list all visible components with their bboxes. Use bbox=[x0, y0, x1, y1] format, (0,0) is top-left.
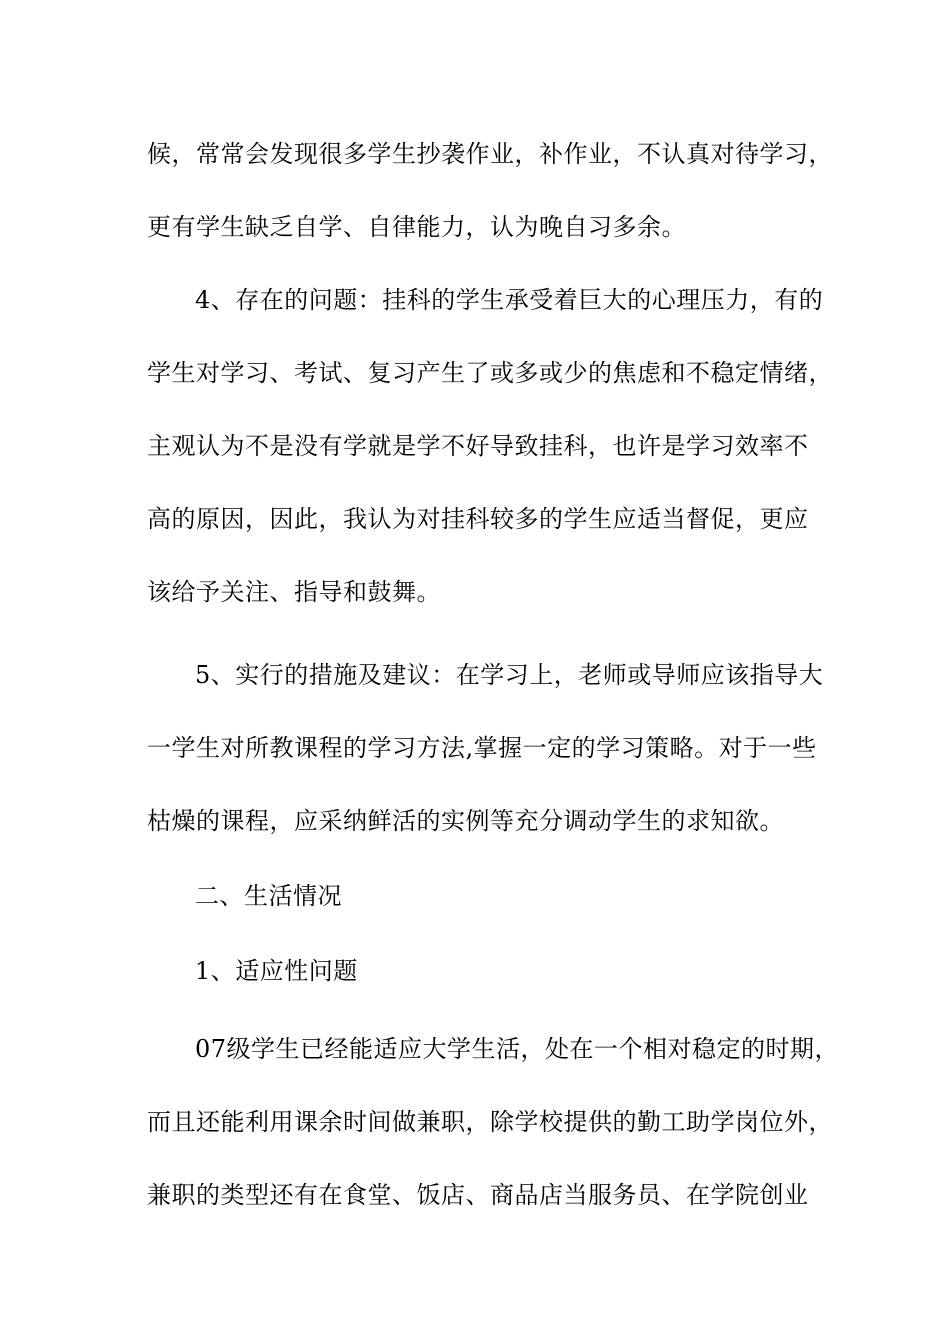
paragraph-start: 07级学生已经能适应大学生活，处在一个相对稳定的时期， bbox=[195, 1035, 840, 1063]
paragraph-heading: 4、存在的问题：挂科的学生承受着巨大的心理压力，有的 bbox=[195, 286, 824, 314]
text-line: 更有学生缺乏自学、自律能力，认为晚自习多余。 bbox=[147, 213, 686, 241]
text-line: 枯燥的课程，应采纳鲜活的实例等充分调动学生的求知欲。 bbox=[147, 807, 784, 835]
text-line: 一学生对所教课程的学习方法,掌握一定的学习策略。对于一些 bbox=[147, 734, 817, 762]
text-line: 学生对学习、考试、复习产生了或多或少的焦虑和不稳定情绪， bbox=[147, 359, 833, 387]
subsection-heading: 1、适应性问题 bbox=[195, 957, 358, 985]
section-heading: 二、生活情况 bbox=[195, 882, 342, 910]
text-line: 候，常常会发现很多学生抄袭作业，补作业，不认真对待学习， bbox=[147, 140, 833, 168]
text-line: 兼职的类型还有在食堂、饭店、商品店当服务员、在学院创业 bbox=[147, 1181, 809, 1209]
text-line: 而且还能利用课余时间做兼职，除学校提供的勤工助学岗位外， bbox=[147, 1108, 833, 1136]
text-line: 该给予关注、指导和鼓舞。 bbox=[147, 578, 441, 606]
paragraph-heading: 5、实行的措施及建议：在学习上，老师或导师应该指导大 bbox=[195, 661, 824, 689]
text-line: 高的原因，因此，我认为对挂科较多的学生应适当督促，更应 bbox=[147, 505, 809, 533]
text-line: 主观认为不是没有学就是学不好导致挂科，也许是学习效率不 bbox=[147, 432, 809, 460]
